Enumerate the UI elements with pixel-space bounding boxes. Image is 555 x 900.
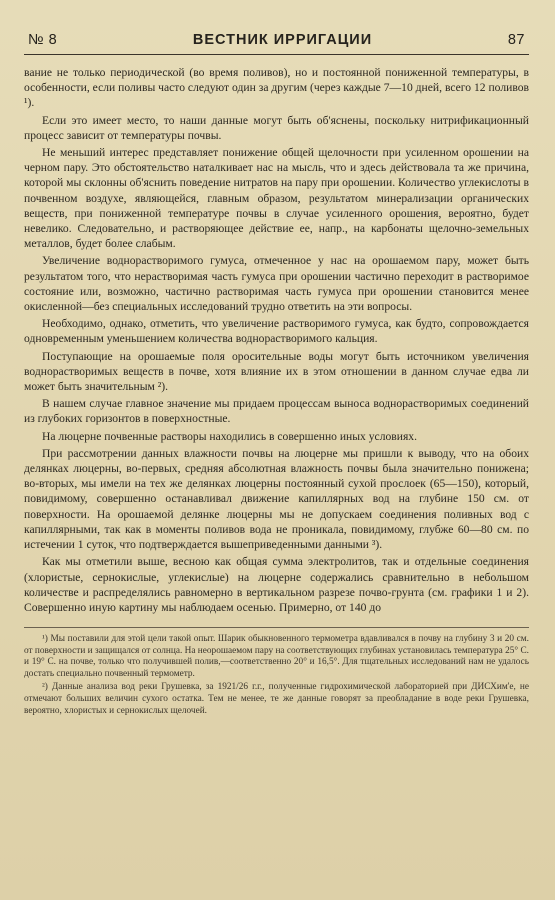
paragraph: При рассмотрении данных влажности почвы на люцерне мы пришли к выводу, что на обоих делянках люцерны, во-первых, средняя абсолютная влажность почвы была значительно понижена; во-вторых, мы имели на тех же делянках люцерны постоянный сухой прослоек (65—150), который, повидимому, совершенно останавливал движение капиллярных вод на глубине 150 см. от поверхности. На орошаемой делянке люцерны мы не допускаем соединения поливных вод с капиллярными, так как в моменты поливов вода не проникала, повидимому, глубже 60—80 см. по истечении 1 суток, что подтверждается вышеприведенными данными ³). — [24, 446, 529, 552]
footnote: ²) Данные анализа вод реки Грушевка, за 1921/26 г.г., полученные гидрохимической лабораторией при ДИСХим'е, не отмечают больших величин сухого остатка. Тем не менее, те же данные говорят за преобладание в воде реки Грушевка, вероятно, хлористых и сернокислых щелочей. — [24, 682, 529, 716]
journal-title: ВЕСТНИК ИРРИГАЦИИ — [192, 32, 373, 48]
paragraph: Если это имеет место, то наши данные могут быть об'яснены, поскольку нитрификационный процесс зависит от температуры почвы. — [24, 113, 529, 142]
paragraph: Поступающие на орошаемые поля оросительные воды могут быть источником увеличения воднорастворимых веществ в почве, хотя влияние их в этом отношении в данном случае едва ли может быть значительным ²). — [24, 349, 529, 394]
page-header — [24, 18, 529, 55]
paragraph: Не меньший интерес представляет понижение общей щелочности при усиленном орошении на черном пару. Это обстоятельство наталкивает нас на мысль, что и здесь действовала та же причина, которой мы склонны об'яснить поведение нитратов на пару при орошении. Количество углекислоты в почвенном воздухе, являющейся, главным образом, результатом минерализации органических веществ, при пониженной температуре почвы в случае усиленного орошения, вероятно, будет невелико. Следовательно, и растворяющее действие ее, напр., на карбонаты щелочно-земельных металлов, будет более слабым. — [24, 146, 529, 251]
issue-number: № 8 — [28, 32, 58, 48]
article-body — [24, 65, 529, 615]
paragraph: Необходимо, однако, отметить, что увеличение растворимого гумуса, как будто, сопровождается одновременным уменьшением количества воднорастворимого кальция. — [24, 317, 529, 346]
paragraph: Как мы отметили выше, весною как общая сумма электролитов, так и отдельные соединения (хлористые, сернокислые, углекислые) на люцерне содержались сравнительно в небольшом количестве и распределялись равномерно в вертикальном разрезе почво-грунта (см. графики 1 и 2). Совершенно иную картину мы наблюдаем осенью. Примерно, от 140 до — [24, 555, 529, 614]
footnotes — [24, 634, 529, 717]
paragraph: На люцерне почвенные растворы находились в совершенно иных условиях. — [42, 429, 417, 443]
paragraph: вание не только периодической (во время поливов), но и постоянной пониженной температуры, в особенности, если поливы часто следуют один за другим (через каждые 7—10 дней, всего 12 поливов ¹). — [24, 66, 529, 110]
page-number: 87 — [507, 32, 525, 48]
footnote-divider — [24, 627, 529, 628]
footnote: ¹) Мы поставили для этой цели такой опыт. Шарик обыкновенного термометра вдавливался в почву на глубину 3 и 20 см. от поверхности и защищался от солнца. На неорошаемом пару на соответствующих глубинах установилась температура 25° С. и 19° С. на почве, только что получившей полив,—соответственно 20° и 16,5°. Для тщательных исследований нам не удалось достать специально почвенный термометр. — [24, 634, 529, 679]
paragraph: В нашем случае главное значение мы придаем процессам выноса воднорастворимых соединений из глубоких горизонтов в поверхностные. — [24, 397, 529, 426]
paragraph: Увеличение воднорастворимого гумуса, отмеченное у нас на орошаемом пару, может быть результатом того, что нерастворимая часть гумуса при орошении частично переходит в растворимое состояние или, возможно, частично растворимая часть гумуса при орошении становится менее окисленной—без специальных исследований трудно ответить на эти вопросы. — [24, 254, 529, 314]
